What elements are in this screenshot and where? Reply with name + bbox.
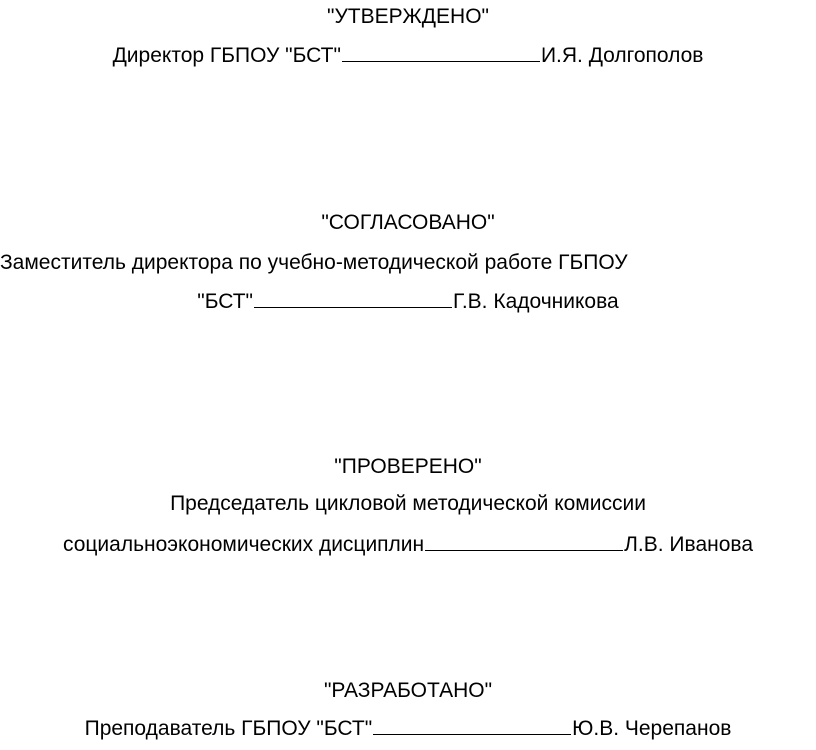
agreed-signature-line bbox=[254, 287, 452, 308]
checked-heading: "ПРОВЕРЕНО" bbox=[334, 455, 482, 478]
checked-chair-line bbox=[0, 530, 816, 558]
approved-heading: "УТВЕРЖДЕНО" bbox=[327, 5, 489, 28]
checked-chair-title: Председатель цикловой методической комиссии bbox=[170, 492, 646, 515]
approved-signature-line bbox=[342, 41, 540, 62]
agreed-deputy-name: Г.В. Кадочникова bbox=[453, 290, 619, 313]
approved-director-name: И.Я. Долгополов bbox=[540, 44, 704, 67]
agreed-org: "БСТ" bbox=[197, 290, 254, 313]
agreed-deputy-line bbox=[0, 287, 816, 315]
developed-heading: "РАЗРАБОТАНО" bbox=[323, 679, 493, 702]
developed-teacher-line bbox=[0, 714, 816, 742]
developed-teacher-name: Ю.В. Черепанов bbox=[572, 717, 732, 740]
checked-department: социальноэкономических дисциплин bbox=[62, 533, 425, 556]
agreed-deputy-title: Заместитель директора по учебно-методической работе ГБПОУ bbox=[0, 251, 628, 274]
agreed-heading: "СОГЛАСОВАНО" bbox=[321, 211, 495, 234]
checked-signature-line bbox=[425, 530, 623, 551]
checked-chair-name: Л.В. Иванова bbox=[624, 533, 754, 556]
approved-director-title: Директор ГБПОУ "БСТ" bbox=[112, 44, 341, 67]
approved-director-line bbox=[0, 41, 816, 69]
developed-signature-line bbox=[373, 714, 571, 735]
developed-teacher-title: Преподаватель ГБПОУ "БСТ" bbox=[84, 717, 373, 740]
